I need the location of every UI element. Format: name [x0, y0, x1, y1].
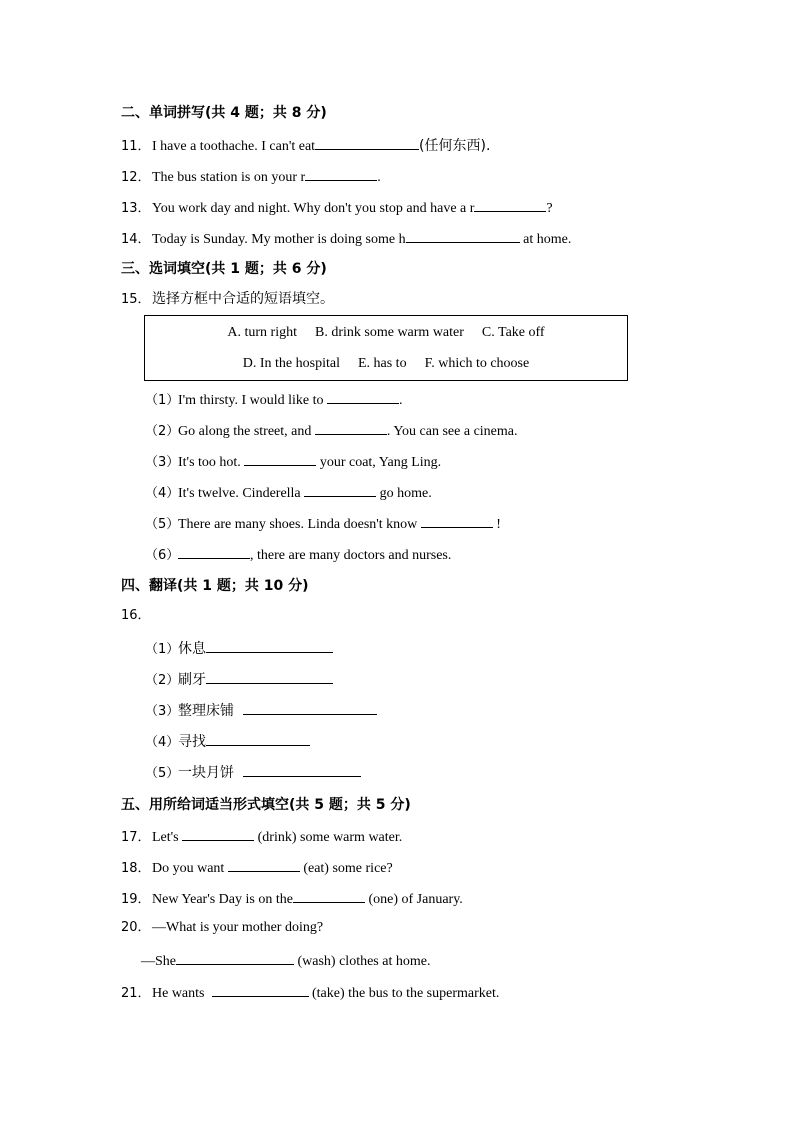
question-text-end: (drink) some warm water.: [254, 830, 403, 845]
item-text-end: !: [492, 517, 501, 532]
option-a: A. turn right: [227, 325, 297, 340]
question-text: You work day and night. Why don't you stop and have a r: [152, 201, 475, 216]
question-16-item-2: [145, 669, 333, 690]
item-label: （3）: [145, 455, 180, 470]
answer-blank[interactable]: [206, 638, 333, 653]
item-label: （5）: [145, 766, 180, 781]
item-label: （5）: [145, 517, 180, 532]
question-text: —She: [141, 954, 176, 969]
item-text-end: , there are many doctors and nurses.: [250, 548, 452, 563]
question-number: 20．: [121, 920, 151, 935]
question-16-item-3: [145, 700, 377, 721]
option-b: B. drink some warm water: [315, 325, 464, 340]
question-number: 14．: [121, 232, 151, 247]
section-heading-translation: 四、翻译(共 1 题；共 10 分): [121, 578, 309, 594]
item-text: 一块月饼: [178, 765, 243, 781]
question-text: Today is Sunday. My mother is doing some h: [152, 232, 406, 247]
question-text-end: (eat) some rice?: [299, 861, 393, 876]
answer-blank[interactable]: [304, 482, 376, 497]
question-number: 18．: [121, 861, 151, 876]
section-heading-word-forms: 五、用所给词适当形式填空(共 5 题；共 5 分): [121, 797, 411, 813]
question-number: 17．: [121, 830, 151, 845]
option-e: E. has to: [357, 356, 407, 371]
question-15-item-5: [145, 513, 501, 534]
item-text-end: . You can see a cinema.: [386, 424, 518, 439]
question-text: He wants: [152, 986, 212, 1001]
question-text: 选择方框中合适的短语填空。: [152, 291, 334, 307]
item-text-end: your coat, Yang Ling.: [316, 455, 442, 470]
question-number: 11．: [121, 139, 151, 154]
question-number: 12．: [121, 170, 151, 185]
item-label: （4）: [145, 735, 180, 750]
question-16-item-1: [145, 638, 333, 659]
question-19: [121, 888, 463, 909]
question-text-end: .: [377, 170, 381, 185]
item-label: （2）: [145, 673, 180, 688]
answer-blank[interactable]: [182, 826, 254, 841]
item-text: 整理床铺: [178, 703, 243, 719]
answer-blank[interactable]: [421, 513, 493, 528]
question-text: I have a toothache. I can't eat: [152, 139, 316, 154]
question-text: Do you want: [152, 861, 228, 876]
answer-blank[interactable]: [315, 420, 387, 435]
question-number: 15．: [121, 292, 151, 307]
item-label: （1）: [145, 393, 180, 408]
question-20: [121, 919, 323, 937]
item-text: 刷牙: [178, 672, 206, 688]
question-text: The bus station is on your r: [152, 170, 306, 185]
section-heading-word-choice: 三、选词填空(共 1 题；共 6 分): [121, 261, 327, 277]
options-row-1: [145, 325, 627, 341]
question-text-end: at home.: [519, 232, 572, 247]
question-text-end: ?: [546, 201, 553, 216]
answer-blank[interactable]: [206, 731, 310, 746]
option-f: F. which to choose: [424, 356, 530, 371]
answer-blank[interactable]: [176, 950, 294, 965]
question-15-item-4: [145, 482, 432, 503]
question-15-item-6: [145, 544, 451, 565]
question-20-answer-line: [141, 950, 430, 971]
question-text-end: (one) of January.: [364, 892, 463, 907]
question-number: 19．: [121, 892, 151, 907]
question-15-item-1: [145, 389, 403, 410]
answer-blank[interactable]: [327, 389, 399, 404]
answer-blank[interactable]: [474, 197, 546, 212]
question-16-item-4: [145, 731, 310, 752]
question-11: [121, 135, 490, 156]
section-heading-spelling: 二、单词拼写(共 4 题；共 8 分): [121, 105, 327, 121]
item-label: （4）: [145, 486, 180, 501]
option-c: C. Take off: [481, 325, 545, 340]
answer-blank[interactable]: [305, 166, 377, 181]
answer-blank[interactable]: [243, 700, 377, 715]
answer-blank[interactable]: [315, 135, 419, 150]
item-label: （1）: [145, 642, 180, 657]
item-text: 休息: [178, 641, 206, 657]
item-text: It's twelve. Cinderella: [178, 486, 305, 501]
item-text-end: go home.: [376, 486, 432, 501]
item-text: It's too hot.: [178, 455, 245, 470]
options-row-2: [145, 356, 627, 372]
question-16-item-5: [145, 762, 361, 783]
question-18: [121, 857, 393, 878]
question-12: [121, 166, 381, 187]
question-15-item-3: [145, 451, 441, 472]
item-text: There are many shoes. Linda doesn't know: [178, 517, 421, 532]
question-text-end: (wash) clothes at home.: [294, 954, 431, 969]
question-hint: (任何东西).: [419, 138, 491, 154]
answer-blank[interactable]: [293, 888, 365, 903]
question-15-item-2: [145, 420, 518, 441]
question-number: 16．: [121, 608, 151, 623]
item-label: （2）: [145, 424, 180, 439]
answer-blank[interactable]: [406, 228, 520, 243]
answer-blank[interactable]: [212, 982, 309, 997]
item-text-end: .: [399, 393, 403, 408]
item-text: Go along the street, and: [178, 424, 315, 439]
item-label: （3）: [145, 704, 180, 719]
item-text: I'm thirsty. I would like to: [178, 393, 327, 408]
options-box: [144, 315, 628, 381]
question-text: Let's: [152, 830, 183, 845]
answer-blank[interactable]: [243, 762, 361, 777]
answer-blank[interactable]: [244, 451, 316, 466]
option-d: D. In the hospital: [242, 356, 340, 371]
question-13: [121, 197, 553, 218]
question-17: [121, 826, 402, 847]
question-number: 13．: [121, 201, 151, 216]
question-21: [121, 982, 499, 1003]
question-15-stem: [121, 290, 334, 309]
item-text: 寻找: [178, 734, 206, 750]
question-number: 21．: [121, 986, 151, 1001]
answer-blank[interactable]: [228, 857, 300, 872]
question-text: —What is your mother doing?: [152, 920, 324, 935]
question-16: [121, 607, 152, 625]
question-text-end: (take) the bus to the supermarket.: [308, 986, 500, 1001]
answer-blank[interactable]: [206, 669, 333, 684]
item-label: （6）: [145, 548, 180, 563]
question-text: New Year's Day is on the: [152, 892, 293, 907]
question-14: [121, 228, 571, 249]
answer-blank[interactable]: [178, 544, 250, 559]
